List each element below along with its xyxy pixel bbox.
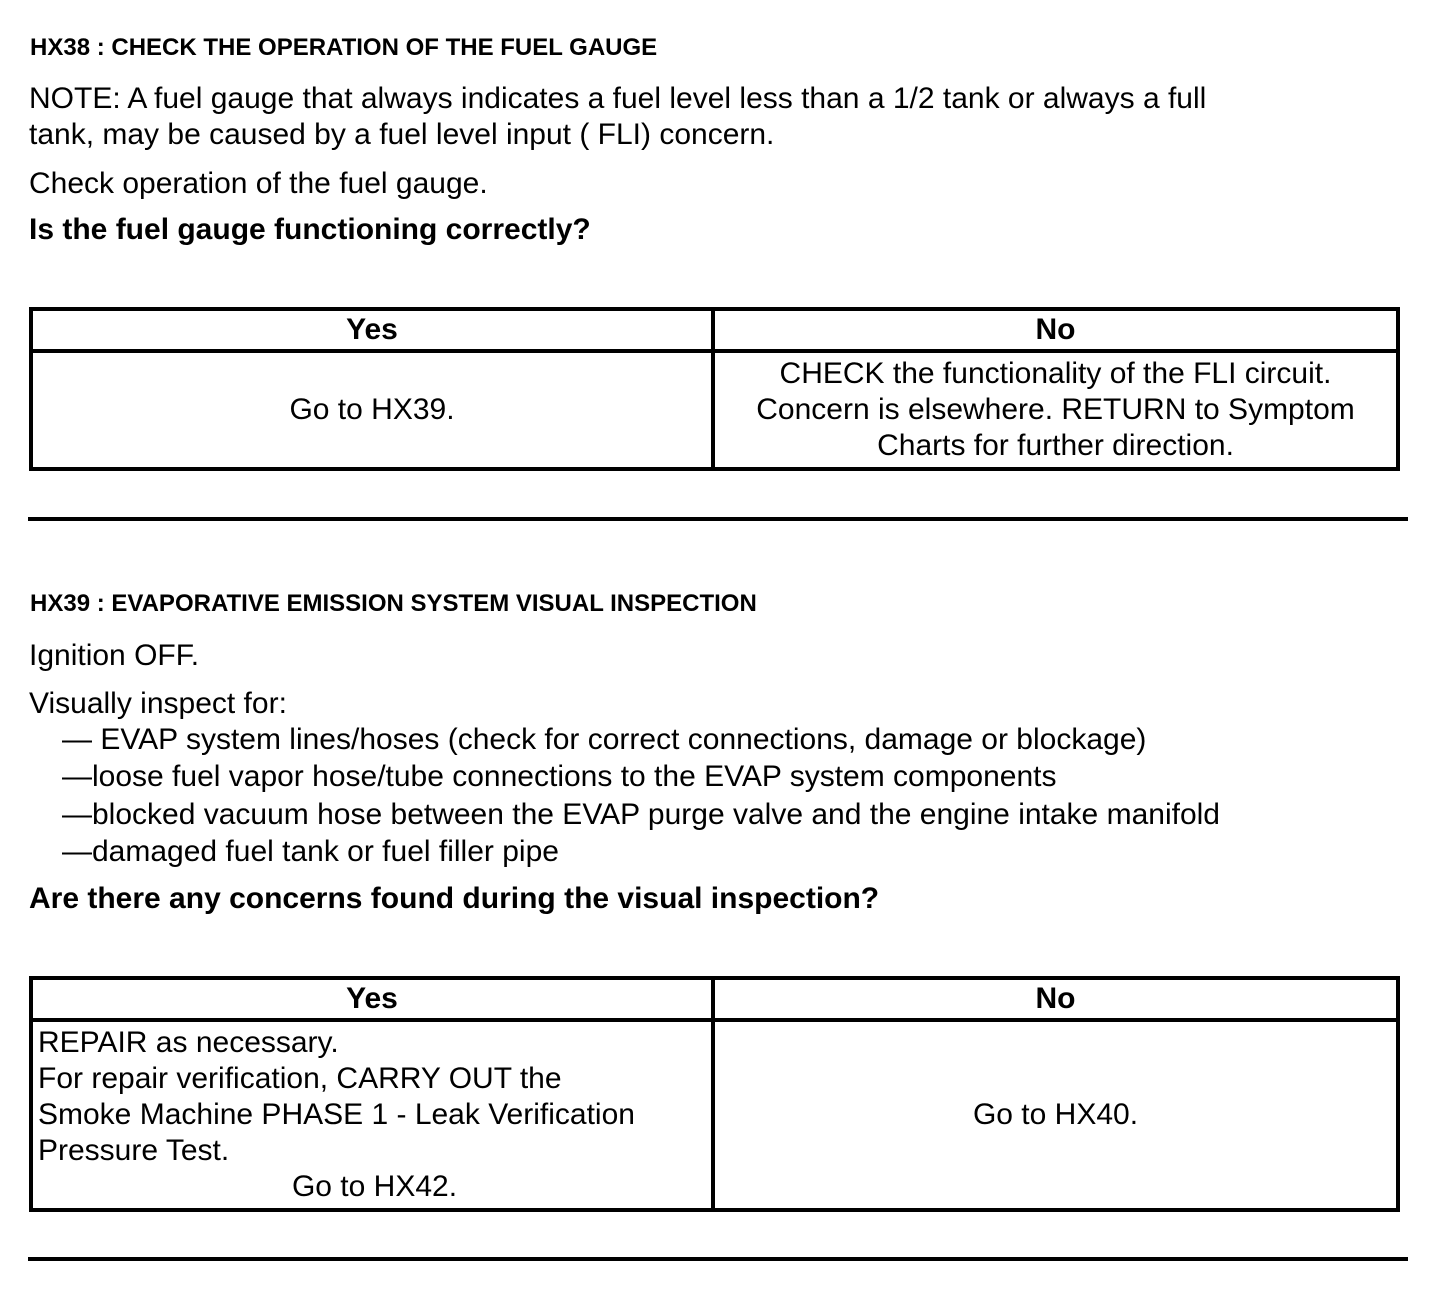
hx39-inspect-item-4: —damaged fuel tank or fuel filler pipe bbox=[62, 835, 559, 868]
hx39-yes-header: Yes bbox=[31, 978, 713, 1020]
hx38-no-line-3: Charts for further direction. bbox=[877, 429, 1234, 462]
section-divider-2 bbox=[28, 1257, 1408, 1261]
hx39-no-cell: Go to HX40. bbox=[713, 1020, 1398, 1210]
hx39-heading: HX39 : EVAPORATIVE EMISSION SYSTEM VISUAL INSPECTION bbox=[30, 590, 757, 617]
hx39-no-header: No bbox=[713, 978, 1398, 1020]
hx39-inspect-intro: Visually inspect for: bbox=[29, 687, 287, 720]
hx39-yes-cell bbox=[31, 1020, 713, 1210]
hx38-heading: HX38 : CHECK THE OPERATION OF THE FUEL GAUGE bbox=[30, 34, 658, 61]
hx39-yes-line-4: Pressure Test. bbox=[38, 1134, 230, 1167]
hx39-ignition: Ignition OFF. bbox=[29, 639, 200, 672]
hx39-yes-line-2: For repair verification, CARRY OUT the bbox=[38, 1062, 562, 1095]
hx38-no-line-2: Concern is elsewhere. RETURN to Symptom bbox=[756, 393, 1355, 426]
section-divider-1 bbox=[28, 517, 1408, 521]
hx39-yes-goto: Go to HX42. bbox=[291, 1170, 458, 1203]
hx39-inspect-item-3: —blocked vacuum hose between the EVAP purge valve and the engine intake manifold bbox=[62, 798, 1220, 831]
hx38-note-line-1: NOTE: A fuel gauge that always indicates a fuel level less than a 1/2 tank or always a full bbox=[29, 82, 1207, 115]
hx38-yes-header: Yes bbox=[31, 309, 713, 351]
hx38-yes-cell: Go to HX39. bbox=[31, 351, 713, 469]
hx38-note-line-2: tank, may be caused by a fuel level input ( FLI) concern. bbox=[29, 118, 775, 151]
hx38-instruction: Check operation of the fuel gauge. bbox=[29, 167, 488, 200]
hx38-no-cell bbox=[713, 351, 1398, 469]
hx39-yes-line-3: Smoke Machine PHASE 1 - Leak Verification bbox=[38, 1098, 635, 1131]
hx39-yes-line-1: REPAIR as necessary. bbox=[38, 1026, 339, 1059]
hx39-inspect-item-1: — EVAP system lines/hoses (check for correct connections, damage or blockage) bbox=[62, 723, 1147, 756]
hx39-question: Are there any concerns found during the visual inspection? bbox=[29, 882, 880, 915]
hx39-inspect-item-2: —loose fuel vapor hose/tube connections to the EVAP system components bbox=[62, 760, 1057, 793]
hx38-no-line-1: CHECK the functionality of the FLI circuit. bbox=[779, 357, 1332, 390]
hx39-answer-table bbox=[29, 976, 1400, 1212]
hx38-question: Is the fuel gauge functioning correctly? bbox=[29, 213, 591, 246]
hx38-no-header: No bbox=[713, 309, 1398, 351]
hx38-answer-table bbox=[29, 307, 1400, 471]
